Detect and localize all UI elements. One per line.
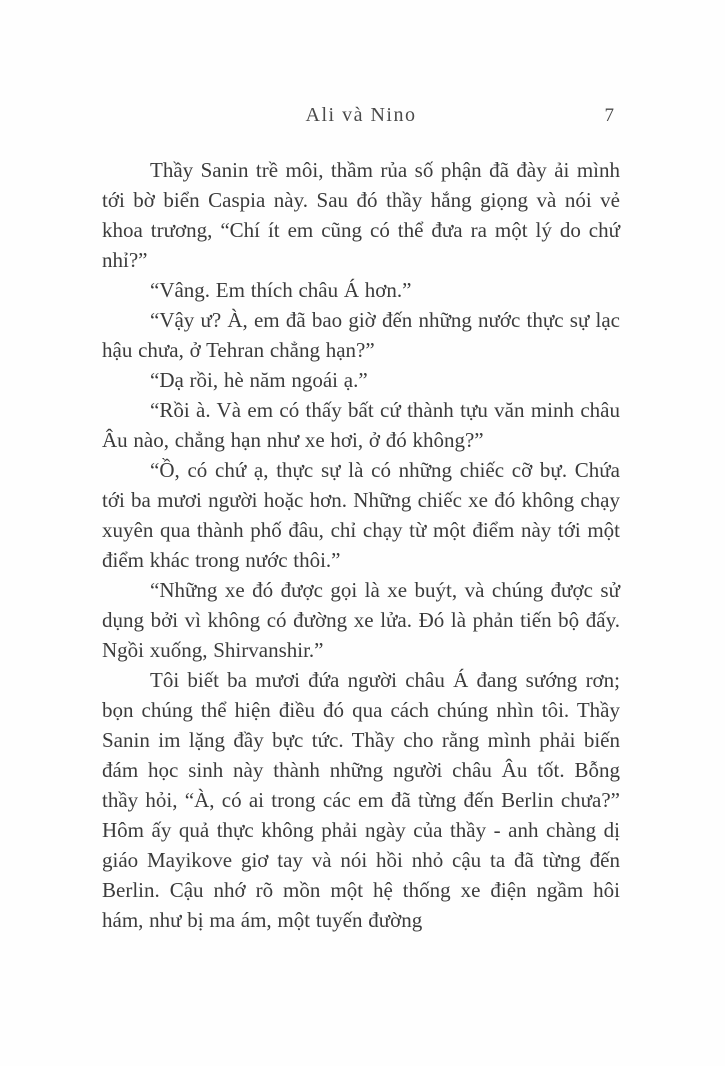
paragraph: “Vậy ư? À, em đã bao giờ đến những nước thực sự lạc hậu chưa, ở Tehran chẳng hạn?”	[102, 308, 620, 362]
paragraph: “Những xe đó được gọi là xe buýt, và chúng được sử dụng bởi vì không có đường xe lửa. Đó là phản tiến bộ đấy. Ngồi xuống, Shirvanshir.”	[102, 578, 620, 662]
paragraph: “Rồi à. Và em có thấy bất cứ thành tựu văn minh châu Âu nào, chẳng hạn như xe hơi, ở đó không?”	[102, 398, 620, 452]
page-header	[102, 104, 620, 134]
page-number: 7	[604, 105, 614, 126]
paragraph: “Dạ rồi, hè năm ngoái ạ.”	[150, 368, 368, 392]
paragraph: “Ồ, có chứ ạ, thực sự là có những chiếc cỡ bự. Chứa tới ba mươi người hoặc hơn. Những chiếc xe đó không chạy xuyên qua thành phố đâu, chỉ chạy từ một điểm này tới một điểm khác trong nước thôi.”	[102, 458, 620, 572]
paragraph: Tôi biết ba mươi đứa người châu Á đang sướng rơn; bọn chúng thể hiện điều đó qua cách chúng nhìn tôi. Thầy Sanin im lặng đầy bực tức. Thầy cho rằng mình phải biến đám học sinh này thành những người châu Âu tốt. Bỗng thầy hỏi, “À, có ai trong các em đã từng đến Berlin chưa?” Hôm ấy quả thực không phải ngày của thầy - anh chàng dị giáo Mayikove giơ tay và nói hồi nhỏ cậu ta đã từng đến Berlin. Cậu nhớ rõ mồn một hệ thống xe điện ngầm hôi hám, như bị ma ám, một tuyến đường	[102, 668, 620, 932]
text-block	[102, 155, 620, 935]
paragraph: Thầy Sanin trề môi, thầm rủa số phận đã đày ải mình tới bờ biển Caspia này. Sau đó thầy hắng giọng và nói vẻ khoa trương, “Chí ít em cũng có thể đưa ra một lý do chứ nhỉ?”	[102, 158, 620, 272]
running-title: Ali và Nino	[305, 104, 417, 126]
paragraph: “Vâng. Em thích châu Á hơn.”	[150, 278, 412, 302]
